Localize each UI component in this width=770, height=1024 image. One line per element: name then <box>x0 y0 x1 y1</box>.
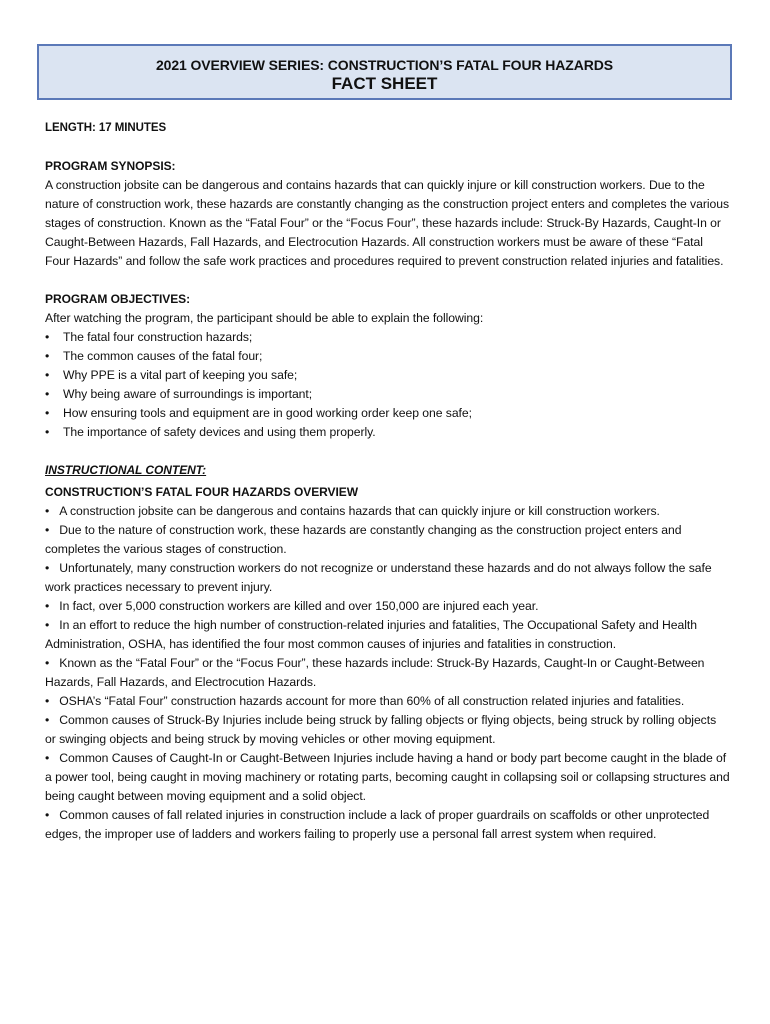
list-item: • OSHA’s “Fatal Four” construction hazards account for more than 60% of all construction related injuries and fatalities. <box>45 692 730 711</box>
list-item: • Unfortunately, many construction workers do not recognize or understand these hazards and do not always follow the safe work practices necessary to prevent injury. <box>45 559 730 597</box>
list-item: • A construction jobsite can be dangerous and contains hazards that can quickly injure or kill construction workers. <box>45 502 730 521</box>
list-item: • The common causes of the fatal four; <box>45 347 730 366</box>
instructional-heading: INSTRUCTIONAL CONTENT: <box>45 463 207 477</box>
series-title: 2021 OVERVIEW SERIES: CONSTRUCTION’S FATAL FOUR HAZARDS <box>155 57 614 73</box>
list-item: • Due to the nature of construction work, these hazards are constantly changing as the construction project enters and completes the various stages of construction. <box>45 521 730 559</box>
overview-subheading: CONSTRUCTION’S FATAL FOUR HAZARDS OVERVIEW <box>45 485 359 499</box>
document-body <box>45 119 730 844</box>
list-item: • Common causes of Struck-By Injuries include being struck by falling objects or flying objects, being struck by rolling objects or swinging objects and being struck by moving vehicles or other moving equipment. <box>45 711 730 749</box>
list-item: • Common Causes of Caught-In or Caught-Between Injuries include having a hand or body part become caught in the blade of a power tool, being caught in moving machinery or rotating parts, becoming caught in collapsing soil or collapsing structures and being caught between moving equipment and a solid object. <box>45 749 730 806</box>
list-item: • In fact, over 5,000 construction workers are killed and over 150,000 are injured each year. <box>45 597 730 616</box>
list-item: • Why being aware of surroundings is important; <box>45 385 730 404</box>
synopsis-text: A construction jobsite can be dangerous and contains hazards that can quickly injure or kill construction workers. Due to the nature of construction work, these hazards are constantly changing as the construction project enters and completes the various stages of construction. Known as the “Fatal Four” or the “Focus Four”, these hazards include: Struck-By Hazards, Caught-In or Caught-Between Hazards, Fall Hazards, and Electrocution Hazards. All construction workers must be aware of these “Fatal Four Hazards” and follow the safe work practices and procedures required to prevent construction related injuries and fatalities. <box>45 178 729 268</box>
list-item: • Known as the “Fatal Four” or the “Focus Four”, these hazards include: Struck-By Hazards, Caught-In or Caught-Between Hazards, Fall Hazards, and Electrocution Hazards. <box>45 654 730 692</box>
instructional-list <box>45 502 730 844</box>
list-item: • Common causes of fall related injuries in construction include a lack of proper guardrails on scaffolds or other unprotected edges, the improper use of ladders and workers failing to properly use a personal fall arrest system when required. <box>45 806 730 844</box>
program-length: LENGTH: 17 MINUTES <box>45 122 167 134</box>
list-item: • Why PPE is a vital part of keeping you safe; <box>45 366 730 385</box>
synopsis-section <box>45 157 730 271</box>
objectives-section <box>45 290 730 442</box>
list-item: • In an effort to reduce the high number of construction-related injuries and fatalities, The Occupational Safety and Health Administration, OSHA, has identified the four most common causes of injuries and fatalities in construction. <box>45 616 730 654</box>
list-item: • The fatal four construction hazards; <box>45 328 730 347</box>
objectives-list <box>45 328 730 442</box>
objectives-intro: After watching the program, the participant should be able to explain the following: <box>45 311 484 325</box>
list-item: • The importance of safety devices and using them properly. <box>45 423 730 442</box>
instructional-section <box>45 461 730 844</box>
document-title: FACT SHEET <box>331 74 438 93</box>
objectives-heading: PROGRAM OBJECTIVES: <box>45 292 191 306</box>
list-item: • How ensuring tools and equipment are in good working order keep one safe; <box>45 404 730 423</box>
synopsis-heading: PROGRAM SYNOPSIS: <box>45 159 176 173</box>
title-banner <box>37 44 732 100</box>
